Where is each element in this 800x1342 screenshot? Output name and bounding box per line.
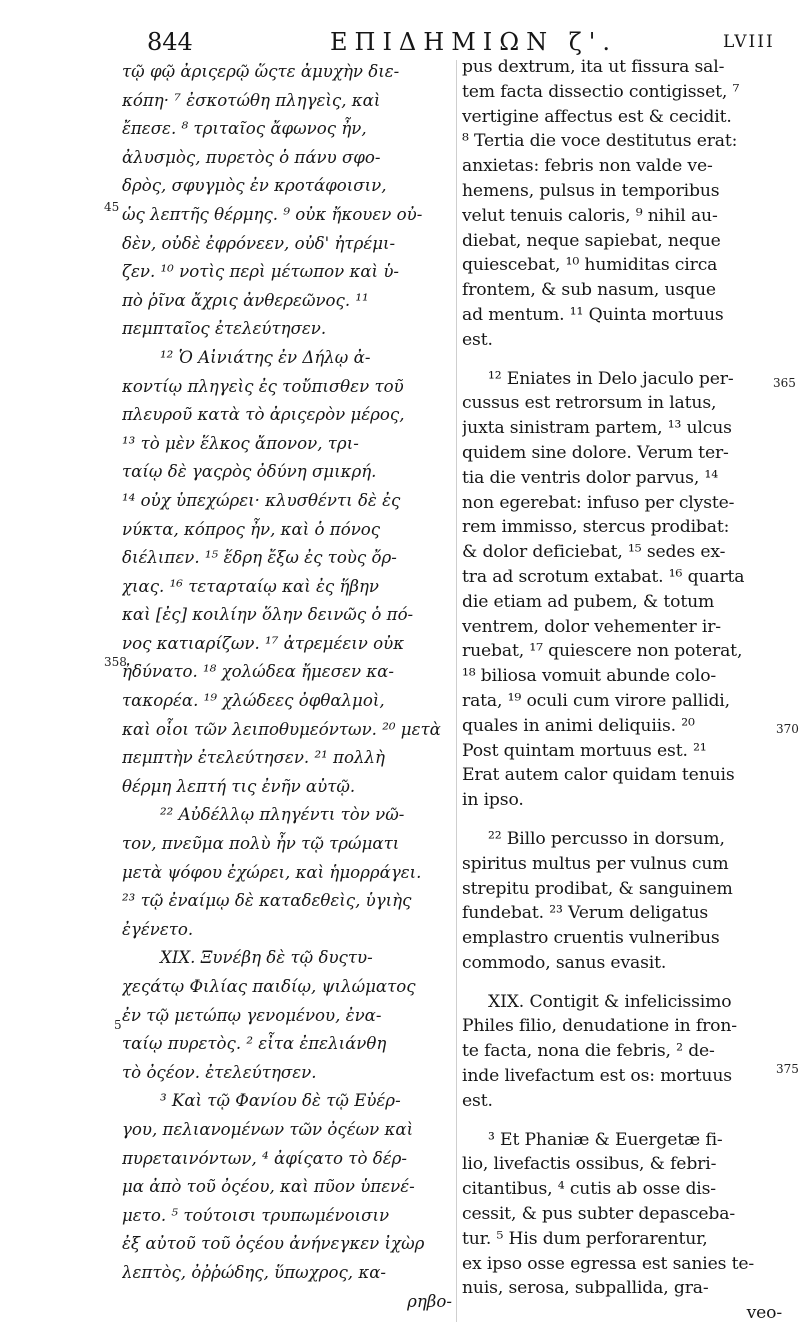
latin-line: quidem sine dolore. Verum ter- bbox=[462, 442, 729, 463]
greek-line: κόπη· ⁷ ἐσκοτώθη πληγεὶς, καὶ bbox=[122, 90, 381, 110]
paragraph-gap bbox=[462, 813, 782, 827]
latin-line: ¹⁸ biliosa vomuit abunde colo- bbox=[462, 666, 717, 687]
greek-line: πὸ ῥῖνα ἄχρις ἀνθερεῶνος. ¹¹ bbox=[122, 290, 369, 310]
margin-number: 375 bbox=[776, 1062, 799, 1076]
latin-line: non egerebat: infuso per clyste- bbox=[462, 492, 735, 513]
greek-line: πυρεταινόντων, ⁴ ἀφίςατο τὸ δέρ- bbox=[122, 1148, 407, 1168]
latin-line: inde livefactum est os: mortuus bbox=[462, 1066, 732, 1087]
greek-line: θέρμη λεπτή τις ἐνῆν αὐτῷ. bbox=[122, 776, 356, 796]
latin-line: te facta, nona die febris, ² de- bbox=[462, 1041, 715, 1062]
latin-line: cussus est retrorsum in latus, bbox=[462, 393, 717, 414]
latin-line: rata, ¹⁹ oculi cum virore pallidi, bbox=[462, 690, 730, 711]
margin-number: 5 bbox=[114, 1018, 122, 1032]
paragraph-gap bbox=[462, 1114, 782, 1128]
latin-line: tem facta dissectio contigisset, ⁷ bbox=[462, 81, 740, 102]
latin-line: est. bbox=[462, 1090, 493, 1111]
greek-line: ²³ τῷ ἐναίμῳ δὲ καταδεθεὶς, ὑγιὴς bbox=[122, 891, 412, 911]
greek-line: τῷ φῷ ἀριςερῷ ὥςτε ἀμυχὴν διε- bbox=[122, 62, 400, 81]
latin-line: lio, livefactis ossibus, & febri- bbox=[462, 1154, 717, 1175]
margin-number: 45 bbox=[104, 200, 120, 214]
latin-line: frontem, & sub nasum, usque bbox=[462, 280, 716, 301]
greek-line: δὲν, οὐδὲ ἐφρόνεεν, οὐδ' ἠτρέμι- bbox=[122, 233, 396, 253]
paragraph-gap bbox=[462, 976, 782, 990]
running-title: ΕΠΙΔΗΜΙΩΝ ζ'. bbox=[330, 28, 618, 56]
greek-line: ¹² Ὁ Αἰνιάτης ἐν Δήλῳ ἀ- bbox=[160, 347, 371, 367]
latin-line: tur. ⁵ His dum perforarentur, bbox=[462, 1228, 708, 1249]
latin-line: ²² Billo percusso in dorsum, bbox=[488, 828, 725, 849]
greek-line: ¹³ τὸ μὲν ἕλκος ἄπονον, τρι- bbox=[122, 433, 359, 453]
greek-line: ³ Καὶ τῷ Φανίου δὲ τῷ Εὐέρ- bbox=[160, 1091, 401, 1111]
greek-line: πλευροῦ κατὰ τὸ ἀριςερὸν μέρος, bbox=[122, 405, 405, 425]
page-number: 844 bbox=[147, 28, 193, 56]
paragraph-gap bbox=[462, 353, 782, 367]
greek-line: ¹⁴ οὐχ ὑπεχώρει· κλυσθέντι δὲ ἐς bbox=[122, 490, 401, 510]
greek-line: ταίῳ δὲ γαςρὸς ὀδύνη σμικρή. bbox=[122, 462, 377, 482]
running-header bbox=[0, 28, 800, 58]
greek-line: ἐν τῷ μετώπῳ γενομένου, ἐνα- bbox=[122, 1005, 382, 1025]
latin-line: emplastro cruentis vulneribus bbox=[462, 928, 720, 949]
latin-line: ruebat, ¹⁷ quiescere non poterat, bbox=[462, 641, 743, 662]
margin-number: 370 bbox=[776, 722, 799, 736]
greek-line: γου, πελιανομένων τῶν ὀςέων καὶ bbox=[122, 1119, 414, 1139]
greek-line: μετὰ ψόφου ἐχώρει, καὶ ἡμορράγει. bbox=[122, 862, 422, 882]
latin-line: est. bbox=[462, 329, 493, 350]
latin-line: veo- bbox=[746, 1303, 782, 1324]
latin-line: Post quintam mortuus est. ²¹ bbox=[462, 740, 707, 761]
latin-text-column bbox=[462, 55, 782, 1326]
latin-line: strepitu prodibat, & sanguinem bbox=[462, 878, 733, 899]
greek-line: τακορέα. ¹⁹ χλώδεες ὀφθαλμοὶ, bbox=[122, 691, 385, 711]
latin-line: Philes filio, denudatione in fron- bbox=[462, 1016, 737, 1037]
latin-line: XIX. Contigit & infelicissimo bbox=[488, 991, 732, 1012]
latin-line: diebat, neque sapiebat, neque bbox=[462, 230, 721, 251]
latin-line: hemens, pulsus in temporibus bbox=[462, 180, 720, 201]
greek-line: ἐγένετο. bbox=[122, 919, 194, 939]
greek-line: μετο. ⁵ τούτοισι τρυπωμένοισιν bbox=[122, 1205, 390, 1225]
latin-line: vertigine affectus est & cecidit. bbox=[462, 106, 732, 127]
latin-line: commodo, sanus evasit. bbox=[462, 952, 667, 973]
latin-line: anxietas: febris non valde ve- bbox=[462, 156, 713, 177]
greek-line: καὶ οἷοι τῶν λειποθυμεόντων. ²⁰ μετὰ bbox=[122, 719, 441, 739]
latin-line: juxta sinistram partem, ¹³ ulcus bbox=[462, 418, 732, 439]
latin-line: ¹² Eniates in Delo jaculo per- bbox=[488, 368, 734, 389]
margin-number: 365 bbox=[773, 376, 796, 390]
latin-line: ex ipso osse egressa est sanies te- bbox=[462, 1253, 755, 1274]
latin-line: & dolor deficiebat, ¹⁵ sedes ex- bbox=[462, 542, 726, 563]
greek-line: χιας. ¹⁶ τεταρταίῳ καὶ ἐς ἥβην bbox=[122, 576, 380, 596]
latin-line: velut tenuis caloris, ⁹ nihil au- bbox=[462, 205, 718, 226]
latin-line: ventrem, dolor vehementer ir- bbox=[462, 616, 721, 637]
latin-line: quiescebat, ¹⁰ humiditas circa bbox=[462, 255, 718, 276]
greek-line: μα ἀπὸ τοῦ ὀςέου, καὶ πῦον ὑπενέ- bbox=[122, 1177, 415, 1197]
latin-line: cessit, & pus subter depasceba- bbox=[462, 1204, 735, 1225]
greek-line: νος κατιαρίζων. ¹⁷ ἀτρεμέειν οὐκ bbox=[122, 633, 405, 653]
greek-line: νύκτα, κόπρος ἦν, καὶ ὁ πόνος bbox=[122, 519, 381, 539]
greek-line: πεμπταῖος ἐτελεύτησεν. bbox=[122, 319, 327, 339]
greek-line: ἀλυσμὸς, πυρετὸς ὁ πάνυ σφο- bbox=[122, 147, 381, 167]
greek-line: ζεν. ¹⁰ νοτὶς περὶ μέτωπον καὶ ὑ- bbox=[122, 262, 400, 282]
latin-line: tra ad scrotum extabat. ¹⁶ quarta bbox=[462, 566, 745, 587]
latin-line: ad mentum. ¹¹ Quinta mortuus bbox=[462, 304, 724, 325]
latin-line: spiritus multus per vulnus cum bbox=[462, 853, 729, 874]
latin-line: ⁸ Tertia die voce destitutus erat: bbox=[462, 131, 738, 152]
greek-line: ρηβο- bbox=[407, 1291, 452, 1311]
signature-mark: LVIII bbox=[723, 32, 775, 52]
greek-line: καὶ [ἐς] κοιλίην ὅλην δεινῶς ὁ πό- bbox=[122, 605, 414, 625]
greek-line: τον, πνεῦμα πολὺ ἦν τῷ τρώματι bbox=[122, 834, 400, 854]
latin-line: pus dextrum, ita ut fissura sal- bbox=[462, 57, 725, 77]
greek-line: κοντίῳ πληγεὶς ἐς τοὔπισθεν τοῦ bbox=[122, 376, 404, 396]
greek-line: λεπτὸς, ὀῤῥώδης, ὕπωχρος, κα- bbox=[122, 1262, 387, 1282]
greek-line: ²² Αὐδέλλῳ πληγέντι τὸν νῶ- bbox=[160, 805, 405, 825]
greek-line: χεςάτῳ Φιλίας παιδίῳ, ψιλώματος bbox=[122, 977, 416, 996]
latin-line: fundebat. ²³ Verum deligatus bbox=[462, 903, 709, 924]
latin-line: citantibus, ⁴ cutis ab osse dis- bbox=[462, 1179, 716, 1200]
latin-line: quales in animi deliquiis. ²⁰ bbox=[462, 715, 695, 736]
greek-text-column bbox=[122, 58, 452, 1316]
latin-line: in ipso. bbox=[462, 790, 524, 811]
latin-line: nuis, serosa, subpallida, gra- bbox=[462, 1278, 709, 1299]
greek-line: δρὸς, σφυγμὸς ἐν κροτάφοισιν, bbox=[122, 176, 387, 196]
greek-line: ταίῳ πυρετὸς. ² εἶτα ἐπελιάνθη bbox=[122, 1034, 387, 1054]
greek-line: XIX. Ξυνέβη δὲ τῷ δυςτυ- bbox=[160, 948, 373, 968]
margin-number: 358 bbox=[104, 655, 127, 669]
greek-line: ἠδύνατο. ¹⁸ χολώδεα ἤμεσεν κα- bbox=[122, 662, 394, 682]
column-gutter bbox=[456, 60, 457, 1322]
latin-line: rem immisso, stercus prodibat: bbox=[462, 517, 730, 538]
latin-line: ³ Et Phaniæ & Euergetæ fi- bbox=[488, 1129, 723, 1150]
latin-line: tia die ventris dolor parvus, ¹⁴ bbox=[462, 467, 718, 488]
latin-line: die etiam ad pubem, & totum bbox=[462, 591, 715, 612]
greek-line: ἔπεσε. ⁸ τριταῖος ἄφωνος ἦν, bbox=[122, 119, 367, 139]
greek-line: διέλιπεν. ¹⁵ ἕδρη ἔξω ἐς τοὺς ὄρ- bbox=[122, 548, 397, 568]
greek-line: πεμπτὴν ἐτελεύτησεν. ²¹ πολλὴ bbox=[122, 748, 385, 768]
latin-line: Erat autem calor quidam tenuis bbox=[462, 765, 735, 786]
greek-line: ἐξ αὐτοῦ τοῦ ὀςέου ἀνήνεγκεν ἰχὼρ bbox=[122, 1234, 425, 1254]
greek-line: τὸ ὀςέον. ἐτελεύτησεν. bbox=[122, 1062, 317, 1082]
greek-line: ὡς λεπτῆς θέρμης. ⁹ οὐκ ἤκουεν οὐ- bbox=[122, 204, 423, 224]
